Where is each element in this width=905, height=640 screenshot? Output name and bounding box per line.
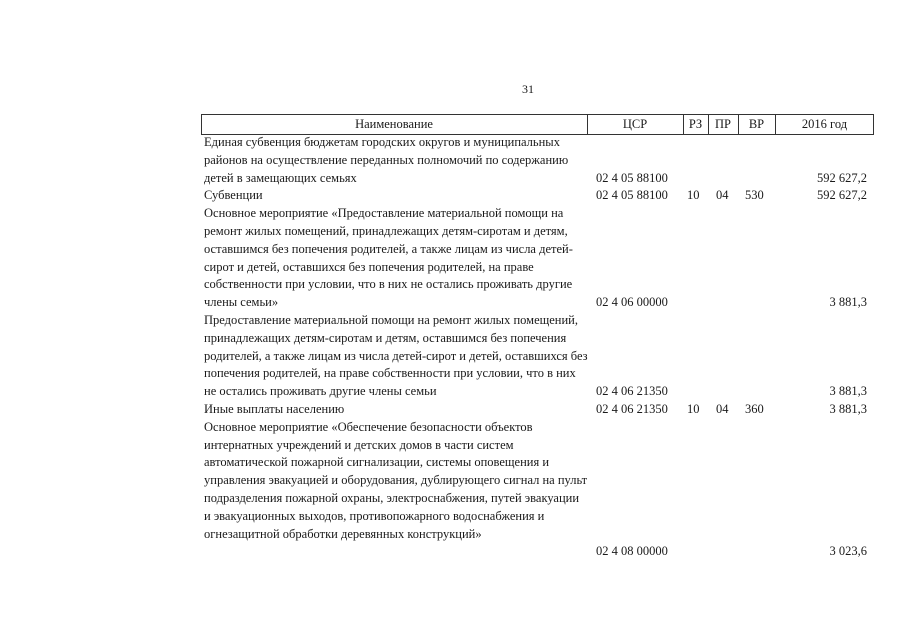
row-vr: 530 bbox=[745, 188, 764, 203]
header-csr: ЦСР bbox=[622, 117, 648, 131]
row-name: Предоставление материальной помощи на ремонт жилых помещений, принадлежащих детям-сиротам и детям, оставшимся без попечения родителей, а также лицам из числа детей-сирот и детей, оставшихся без попечения родителей, на праве собственности при условии, что в них не остались проживать другие члены семьи bbox=[204, 313, 588, 399]
row-sum: 3 881,3 bbox=[829, 384, 867, 399]
row-csr: 02 4 06 21350 bbox=[596, 384, 668, 399]
row-sum: 3 023,6 bbox=[829, 544, 867, 559]
row-csr: 02 4 05 88100 bbox=[596, 170, 668, 185]
header-year: 2016 год bbox=[801, 117, 848, 131]
row-vr: 360 bbox=[745, 402, 764, 416]
header-name: Наименование bbox=[355, 117, 433, 131]
page-number: 31 bbox=[522, 82, 534, 96]
header-right-edge bbox=[873, 115, 874, 134]
table-header bbox=[201, 114, 874, 135]
row-pr: 04 bbox=[716, 402, 729, 416]
row-csr: 02 4 06 21350 bbox=[596, 402, 668, 416]
row-csr: 02 4 06 00000 bbox=[596, 295, 668, 310]
header-pr: ПР bbox=[715, 117, 731, 131]
row-sum: 3 881,3 bbox=[829, 295, 867, 310]
row-sum: 592 627,2 bbox=[817, 188, 867, 203]
row-name: Основное мероприятие «Предоставление материальной помощи на ремонт жилых помещений, принадлежащих детям-сиротам и детям, оставшимся без попечения родителей, а также лицам из числа детей-сирот и детей, оставшихся без попечения родителей, на праве собственности при условии, что в них не остались проживать другие члены семьи» bbox=[204, 206, 573, 310]
row-rz: 10 bbox=[687, 402, 700, 416]
row-pr: 04 bbox=[716, 188, 729, 203]
header-vr: ВР bbox=[748, 117, 765, 131]
header-rz: РЗ bbox=[688, 117, 703, 131]
row-csr: 02 4 08 00000 bbox=[596, 544, 668, 559]
row-rz: 10 bbox=[687, 188, 700, 203]
row-sum: 592 627,2 bbox=[817, 170, 867, 185]
row-sum: 3 881,3 bbox=[829, 402, 867, 416]
row-name: Субвенции bbox=[204, 188, 263, 203]
row-name: Единая субвенция бюджетам городских округов и муниципальных районов на осуществление переданных полномочий по содержанию детей в замещающих семьях bbox=[204, 135, 569, 185]
row-csr: 02 4 05 88100 bbox=[596, 188, 668, 203]
row-name: Иные выплаты населению bbox=[204, 402, 345, 416]
row-name: Основное мероприятие «Обеспечение безопасности объектов интернатных учреждений и детских домов в части систем автоматической пожарной сигнализации, системы оповещения и управления эвакуацией и оборудования, дублирующего сигнал на пульт подразделения пожарной охраны, электроснабжения, путей эвакуации и эвакуационных выходов, противопожарного водоснабжения и огнезащитной обработки деревянных конструкций» bbox=[204, 419, 588, 541]
